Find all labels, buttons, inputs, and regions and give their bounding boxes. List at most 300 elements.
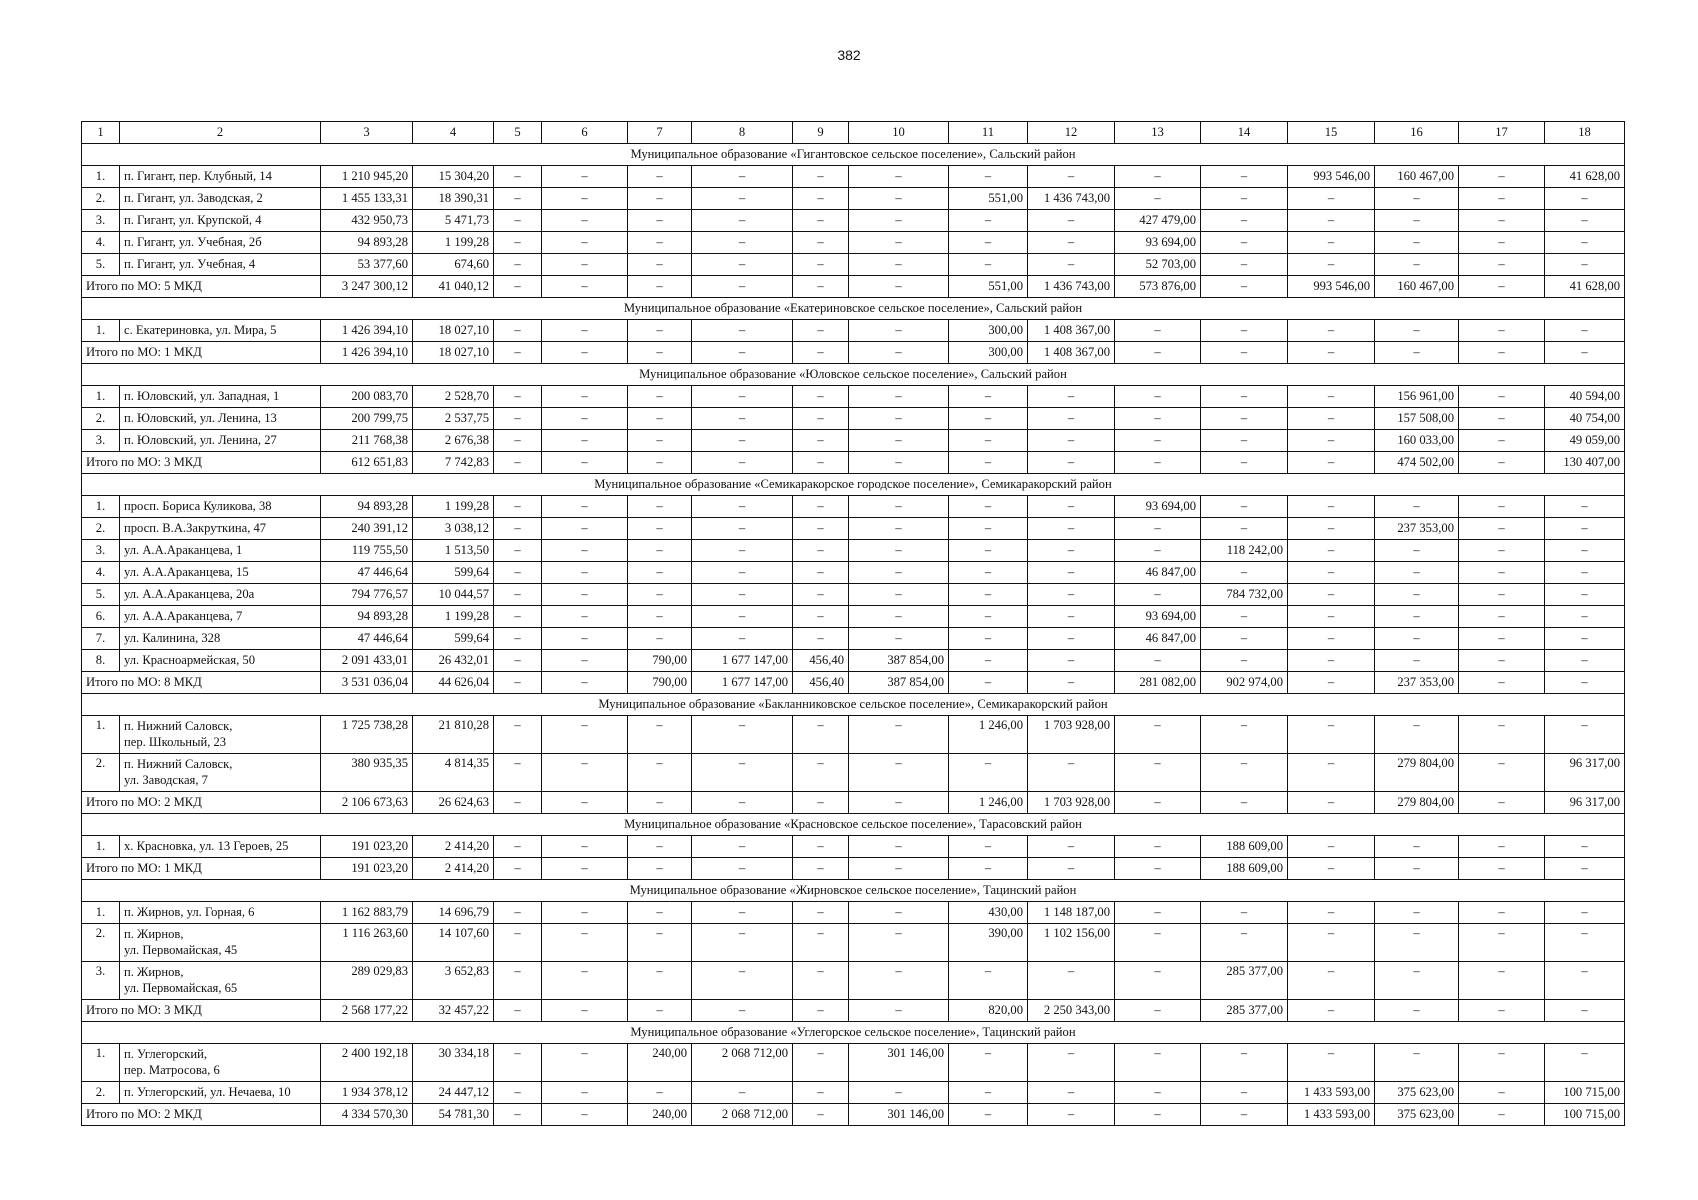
value-cell: 160 033,00 <box>1375 430 1459 452</box>
value-cell: – <box>542 606 628 628</box>
value-cell: – <box>1288 320 1375 342</box>
section-title-row <box>82 694 1625 716</box>
address-cell: п. Нижний Саловск, пер. Школьный, 23 <box>120 716 321 754</box>
value-cell: – <box>692 232 793 254</box>
total-value-cell: – <box>692 342 793 364</box>
table-row <box>82 430 1625 452</box>
table-row <box>82 386 1625 408</box>
total-value-cell: – <box>949 1104 1028 1126</box>
row-number: 1. <box>82 496 120 518</box>
address-cell: х. Красновка, ул. 13 Героев, 25 <box>120 836 321 858</box>
value-cell: 40 754,00 <box>1545 408 1625 430</box>
value-cell: 18 027,10 <box>413 320 494 342</box>
column-number: 17 <box>1459 122 1545 144</box>
value-cell: – <box>1115 902 1201 924</box>
value-cell: – <box>849 962 949 1000</box>
value-cell: – <box>542 902 628 924</box>
value-cell: – <box>1028 1044 1115 1082</box>
total-value-cell: – <box>1288 672 1375 694</box>
value-cell: – <box>849 408 949 430</box>
value-cell: – <box>1028 210 1115 232</box>
value-cell: – <box>494 232 542 254</box>
value-cell: – <box>1115 430 1201 452</box>
row-number: 6. <box>82 606 120 628</box>
total-value-cell: – <box>1459 792 1545 814</box>
total-value-cell: – <box>1288 452 1375 474</box>
value-cell: – <box>1545 210 1625 232</box>
total-label: Итого по МО: 8 МКД <box>82 672 321 694</box>
value-cell: – <box>1545 836 1625 858</box>
address-cell: п. Гигант, пер. Клубный, 14 <box>120 166 321 188</box>
section-title-row <box>82 364 1625 386</box>
value-cell: – <box>494 606 542 628</box>
value-cell: – <box>1201 166 1288 188</box>
value-cell: – <box>1375 962 1459 1000</box>
value-cell: – <box>628 188 692 210</box>
value-cell: – <box>1459 606 1545 628</box>
value-cell: – <box>1115 408 1201 430</box>
total-value-cell: – <box>849 792 949 814</box>
value-cell: – <box>628 716 692 754</box>
value-cell: 30 334,18 <box>413 1044 494 1082</box>
section-title-row <box>82 474 1625 496</box>
section-title: Муниципальное образование «Гигантовское сельское поселение», Сальский район <box>82 144 1625 166</box>
value-cell: – <box>1288 1044 1375 1082</box>
section-title-row <box>82 880 1625 902</box>
total-value-cell: – <box>494 452 542 474</box>
value-cell: – <box>1115 188 1201 210</box>
total-value-cell: – <box>1288 1000 1375 1022</box>
value-cell: – <box>628 166 692 188</box>
value-cell: – <box>849 166 949 188</box>
value-cell: – <box>494 408 542 430</box>
address-cell: п. Юловский, ул. Ленина, 13 <box>120 408 321 430</box>
value-cell: – <box>1459 584 1545 606</box>
column-number: 9 <box>793 122 849 144</box>
value-cell: – <box>793 188 849 210</box>
total-value-cell: – <box>542 792 628 814</box>
value-cell: – <box>494 836 542 858</box>
total-value-cell: 790,00 <box>628 672 692 694</box>
value-cell: – <box>494 754 542 792</box>
value-cell: 1 246,00 <box>949 716 1028 754</box>
value-cell: – <box>1375 232 1459 254</box>
value-cell: 200 799,75 <box>321 408 413 430</box>
value-cell: 1 102 156,00 <box>1028 924 1115 962</box>
total-value-cell: – <box>1028 672 1115 694</box>
address-cell: п. Жирнов, ул. Первомайская, 45 <box>120 924 321 962</box>
value-cell: 94 893,28 <box>321 606 413 628</box>
value-cell: – <box>849 754 949 792</box>
total-value-cell: – <box>1115 342 1201 364</box>
value-cell: – <box>1375 606 1459 628</box>
value-cell: – <box>494 386 542 408</box>
value-cell: – <box>1288 496 1375 518</box>
value-cell: – <box>793 518 849 540</box>
value-cell: – <box>542 962 628 1000</box>
value-cell: – <box>692 518 793 540</box>
row-number: 1. <box>82 716 120 754</box>
address-cell: ул. Красноармейская, 50 <box>120 650 321 672</box>
value-cell: – <box>1288 606 1375 628</box>
column-number: 18 <box>1545 122 1625 144</box>
value-cell: – <box>1201 386 1288 408</box>
value-cell: 993 546,00 <box>1288 166 1375 188</box>
total-value-cell: 456,40 <box>793 672 849 694</box>
value-cell: – <box>692 386 793 408</box>
total-value-cell: – <box>494 342 542 364</box>
value-cell: 100 715,00 <box>1545 1082 1625 1104</box>
value-cell: – <box>849 628 949 650</box>
value-cell: – <box>793 1082 849 1104</box>
total-value-cell: – <box>542 672 628 694</box>
row-number: 3. <box>82 540 120 562</box>
value-cell: – <box>949 754 1028 792</box>
value-cell: – <box>692 924 793 962</box>
value-cell: – <box>628 606 692 628</box>
section-title-row <box>82 1022 1625 1044</box>
value-cell: – <box>1201 408 1288 430</box>
value-cell: – <box>1201 606 1288 628</box>
value-cell: – <box>1028 254 1115 276</box>
value-cell: – <box>494 496 542 518</box>
total-value-cell: 3 531 036,04 <box>321 672 413 694</box>
total-value-cell: 41 628,00 <box>1545 276 1625 298</box>
value-cell: 5 471,73 <box>413 210 494 232</box>
column-number: 1 <box>82 122 120 144</box>
value-cell: – <box>542 924 628 962</box>
value-cell: – <box>628 496 692 518</box>
value-cell: – <box>1459 1044 1545 1082</box>
total-value-cell: – <box>1028 858 1115 880</box>
value-cell: – <box>494 962 542 1000</box>
value-cell: – <box>949 628 1028 650</box>
value-cell: – <box>1545 188 1625 210</box>
value-cell: – <box>628 254 692 276</box>
value-cell: – <box>1375 1044 1459 1082</box>
address-cell: ул. А.А.Араканцева, 20а <box>120 584 321 606</box>
value-cell: – <box>1028 386 1115 408</box>
value-cell: – <box>1028 232 1115 254</box>
address-cell: п. Углегорский, пер. Матросова, 6 <box>120 1044 321 1082</box>
column-number: 2 <box>120 122 321 144</box>
row-number: 4. <box>82 562 120 584</box>
value-cell: – <box>793 320 849 342</box>
value-cell: 2 528,70 <box>413 386 494 408</box>
value-cell: – <box>949 606 1028 628</box>
value-cell: 285 377,00 <box>1201 962 1288 1000</box>
value-cell: – <box>949 518 1028 540</box>
value-cell: – <box>1115 924 1201 962</box>
table-row <box>82 1082 1625 1104</box>
column-number: 14 <box>1201 122 1288 144</box>
value-cell: – <box>494 210 542 232</box>
total-value-cell: – <box>1375 858 1459 880</box>
value-cell: – <box>793 924 849 962</box>
total-value-cell: – <box>1459 342 1545 364</box>
total-value-cell: – <box>628 792 692 814</box>
value-cell: – <box>949 540 1028 562</box>
value-cell: – <box>1201 320 1288 342</box>
row-number: 4. <box>82 232 120 254</box>
value-cell: – <box>692 210 793 232</box>
total-value-cell: – <box>1201 792 1288 814</box>
value-cell: – <box>628 1082 692 1104</box>
value-cell: – <box>1375 210 1459 232</box>
address-cell: просп. Бориса Куликова, 38 <box>120 496 321 518</box>
total-value-cell: – <box>849 1000 949 1022</box>
address-cell: п. Гигант, ул. Крупской, 4 <box>120 210 321 232</box>
total-value-cell: – <box>1545 858 1625 880</box>
value-cell: – <box>494 584 542 606</box>
total-value-cell: – <box>793 858 849 880</box>
total-value-cell: – <box>793 452 849 474</box>
value-cell: 387 854,00 <box>849 650 949 672</box>
total-value-cell: – <box>1201 1104 1288 1126</box>
total-value-cell: – <box>1115 452 1201 474</box>
value-cell: – <box>793 754 849 792</box>
value-cell: – <box>849 386 949 408</box>
value-cell: – <box>1028 518 1115 540</box>
total-value-cell: – <box>1459 1000 1545 1022</box>
value-cell: – <box>949 254 1028 276</box>
value-cell: – <box>692 606 793 628</box>
table-row <box>82 902 1625 924</box>
total-value-cell: – <box>793 276 849 298</box>
value-cell: – <box>542 1082 628 1104</box>
value-cell: – <box>1459 386 1545 408</box>
value-cell: 3 652,83 <box>413 962 494 1000</box>
total-value-cell: – <box>1115 858 1201 880</box>
total-value-cell: 300,00 <box>949 342 1028 364</box>
value-cell: – <box>1288 628 1375 650</box>
total-value-cell: – <box>849 858 949 880</box>
value-cell: – <box>494 320 542 342</box>
value-cell: – <box>1115 166 1201 188</box>
value-cell: – <box>1028 584 1115 606</box>
value-cell: – <box>542 540 628 562</box>
total-value-cell: 2 568 177,22 <box>321 1000 413 1022</box>
value-cell: – <box>1028 430 1115 452</box>
value-cell: – <box>542 408 628 430</box>
value-cell: – <box>1028 962 1115 1000</box>
row-number: 8. <box>82 650 120 672</box>
row-number: 2. <box>82 754 120 792</box>
value-cell: – <box>1459 924 1545 962</box>
value-cell: – <box>542 716 628 754</box>
total-value-cell: 612 651,83 <box>321 452 413 474</box>
total-value-cell: 474 502,00 <box>1375 452 1459 474</box>
total-value-cell: 2 106 673,63 <box>321 792 413 814</box>
row-number: 3. <box>82 962 120 1000</box>
section-title: Муниципальное образование «Красновское сельское поселение», Тарасовский район <box>82 814 1625 836</box>
value-cell: – <box>494 902 542 924</box>
value-cell: – <box>1201 254 1288 276</box>
value-cell: – <box>628 628 692 650</box>
total-value-cell: 191 023,20 <box>321 858 413 880</box>
value-cell: – <box>1201 232 1288 254</box>
section-title: Муниципальное образование «Бакланниковское сельское поселение», Семикаракорский район <box>82 694 1625 716</box>
value-cell: 21 810,28 <box>413 716 494 754</box>
total-value-cell: – <box>542 1104 628 1126</box>
value-cell: – <box>1201 1082 1288 1104</box>
total-label: Итого по МО: 1 МКД <box>82 858 321 880</box>
table-row <box>82 254 1625 276</box>
value-cell: 41 628,00 <box>1545 166 1625 188</box>
value-cell: – <box>1115 320 1201 342</box>
total-value-cell: – <box>1375 342 1459 364</box>
address-cell: п. Гигант, ул. Заводская, 2 <box>120 188 321 210</box>
value-cell: – <box>849 902 949 924</box>
total-value-cell: 4 334 570,30 <box>321 1104 413 1126</box>
address-cell: п. Юловский, ул. Ленина, 27 <box>120 430 321 452</box>
value-cell: 390,00 <box>949 924 1028 962</box>
value-cell: – <box>1201 902 1288 924</box>
value-cell: – <box>692 540 793 562</box>
total-value-cell: – <box>1459 1104 1545 1126</box>
value-cell: 237 353,00 <box>1375 518 1459 540</box>
value-cell: – <box>1545 628 1625 650</box>
value-cell: – <box>628 754 692 792</box>
address-cell: п. Юловский, ул. Западная, 1 <box>120 386 321 408</box>
value-cell: – <box>628 232 692 254</box>
total-row <box>82 1104 1625 1126</box>
value-cell: 46 847,00 <box>1115 562 1201 584</box>
total-value-cell: 820,00 <box>949 1000 1028 1022</box>
value-cell: – <box>1545 902 1625 924</box>
value-cell: – <box>692 1082 793 1104</box>
total-value-cell: – <box>849 276 949 298</box>
value-cell: – <box>542 1044 628 1082</box>
address-cell: просп. В.А.Закруткина, 47 <box>120 518 321 540</box>
table-row <box>82 518 1625 540</box>
value-cell: – <box>949 210 1028 232</box>
section-title: Муниципальное образование «Углегорское сельское поселение», Тацинский район <box>82 1022 1625 1044</box>
value-cell: – <box>1545 962 1625 1000</box>
total-value-cell: 54 781,30 <box>413 1104 494 1126</box>
total-row <box>82 1000 1625 1022</box>
value-cell: – <box>1375 836 1459 858</box>
register-table <box>81 121 1625 1126</box>
value-cell: – <box>1115 386 1201 408</box>
value-cell: – <box>793 408 849 430</box>
total-value-cell: – <box>1201 276 1288 298</box>
total-value-cell: 902 974,00 <box>1201 672 1288 694</box>
value-cell: 3 038,12 <box>413 518 494 540</box>
value-cell: 427 479,00 <box>1115 210 1201 232</box>
value-cell: – <box>1545 1044 1625 1082</box>
value-cell: – <box>692 716 793 754</box>
table-row <box>82 232 1625 254</box>
value-cell: – <box>949 650 1028 672</box>
total-value-cell: – <box>692 792 793 814</box>
value-cell: – <box>542 836 628 858</box>
value-cell: – <box>1545 650 1625 672</box>
value-cell: 432 950,73 <box>321 210 413 232</box>
address-cell: п. Жирнов, ул. Первомайская, 65 <box>120 962 321 1000</box>
value-cell: 279 804,00 <box>1375 754 1459 792</box>
value-cell: – <box>1028 754 1115 792</box>
total-value-cell: – <box>949 452 1028 474</box>
column-number: 11 <box>949 122 1028 144</box>
value-cell: – <box>1375 320 1459 342</box>
value-cell: – <box>692 628 793 650</box>
value-cell: 14 696,79 <box>413 902 494 924</box>
value-cell: – <box>793 1044 849 1082</box>
total-value-cell: 96 317,00 <box>1545 792 1625 814</box>
value-cell: 784 732,00 <box>1201 584 1288 606</box>
value-cell: – <box>1201 562 1288 584</box>
address-cell: ул. А.А.Араканцева, 15 <box>120 562 321 584</box>
value-cell: – <box>1375 540 1459 562</box>
value-cell: 52 703,00 <box>1115 254 1201 276</box>
value-cell: – <box>849 540 949 562</box>
total-value-cell: 301 146,00 <box>849 1104 949 1126</box>
value-cell: 1 148 187,00 <box>1028 902 1115 924</box>
value-cell: – <box>1459 430 1545 452</box>
value-cell: – <box>1288 716 1375 754</box>
value-cell: – <box>1545 924 1625 962</box>
value-cell: 674,60 <box>413 254 494 276</box>
table-row <box>82 962 1625 1000</box>
value-cell: – <box>1459 232 1545 254</box>
value-cell: – <box>1375 496 1459 518</box>
value-cell: – <box>1545 562 1625 584</box>
total-value-cell: – <box>542 1000 628 1022</box>
address-cell: п. Гигант, ул. Учебная, 2б <box>120 232 321 254</box>
value-cell: – <box>849 254 949 276</box>
value-cell: – <box>949 562 1028 584</box>
table-body <box>82 122 1625 1126</box>
value-cell: – <box>1201 924 1288 962</box>
value-cell: – <box>1459 540 1545 562</box>
table-row <box>82 540 1625 562</box>
value-cell: – <box>1288 584 1375 606</box>
value-cell: – <box>849 1082 949 1104</box>
total-value-cell: 281 082,00 <box>1115 672 1201 694</box>
value-cell: – <box>849 232 949 254</box>
value-cell: – <box>793 540 849 562</box>
value-cell: – <box>1288 836 1375 858</box>
row-number: 2. <box>82 188 120 210</box>
value-cell: 1 677 147,00 <box>692 650 793 672</box>
value-cell: – <box>1459 320 1545 342</box>
total-value-cell: – <box>793 1000 849 1022</box>
column-number: 16 <box>1375 122 1459 144</box>
value-cell: 240,00 <box>628 1044 692 1082</box>
value-cell: – <box>1459 254 1545 276</box>
value-cell: – <box>692 166 793 188</box>
total-value-cell: 1 408 367,00 <box>1028 342 1115 364</box>
value-cell: – <box>692 430 793 452</box>
value-cell: – <box>494 650 542 672</box>
value-cell: – <box>1201 1044 1288 1082</box>
row-number: 2. <box>82 1082 120 1104</box>
value-cell: – <box>1288 254 1375 276</box>
value-cell: – <box>1201 754 1288 792</box>
value-cell: – <box>1201 496 1288 518</box>
value-cell: – <box>1201 518 1288 540</box>
value-cell: – <box>494 518 542 540</box>
value-cell: – <box>628 386 692 408</box>
total-value-cell: – <box>494 1000 542 1022</box>
value-cell: – <box>1375 562 1459 584</box>
column-number: 3 <box>321 122 413 144</box>
value-cell: 1 199,28 <box>413 496 494 518</box>
total-value-cell: 32 457,22 <box>413 1000 494 1022</box>
value-cell: – <box>494 562 542 584</box>
value-cell: 599,64 <box>413 562 494 584</box>
